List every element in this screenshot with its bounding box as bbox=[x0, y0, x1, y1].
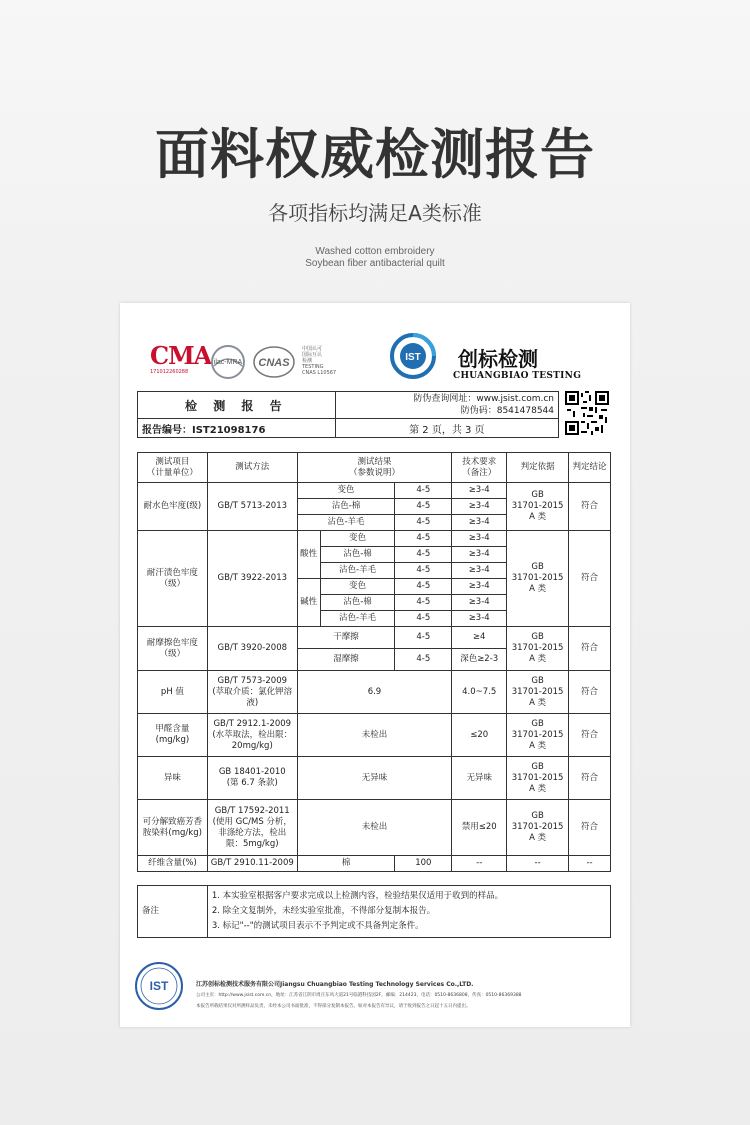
result-value: 4-5 bbox=[395, 611, 452, 627]
item-odor: 异味 bbox=[138, 757, 208, 800]
col-header-requirement: 技术要求 （备注） bbox=[452, 453, 507, 483]
table-header-row bbox=[138, 453, 611, 483]
table-row bbox=[138, 531, 611, 547]
table-row bbox=[138, 483, 611, 499]
note-1: 1. 本实验室根据客户要求完成以上检测内容，检验结果仅适用于收到的样品。 bbox=[211, 891, 504, 901]
requirement: ≥3-4 bbox=[452, 531, 507, 547]
item-ph: pH 值 bbox=[138, 671, 208, 714]
cnas-label: CNAS bbox=[258, 357, 290, 369]
conclusion-cell: 符合 bbox=[569, 757, 611, 800]
company-name-cn: 创标检测 bbox=[458, 347, 538, 371]
result-value: 4-5 bbox=[395, 547, 452, 563]
requirement: ≥3-4 bbox=[452, 515, 507, 531]
ist-company-logo bbox=[390, 333, 436, 379]
conclusion-cell: 符合 bbox=[569, 483, 611, 531]
conclusion-cell: 符合 bbox=[569, 671, 611, 714]
anti-fake-code: 防伪码：8541478544 bbox=[460, 406, 554, 416]
footer-company: 江苏创标检测技术服务有限公司Jiangsu Chuangbiao Testing Technology Services Co.,LTD. bbox=[196, 981, 474, 988]
result-value: 未检出 bbox=[297, 714, 452, 757]
page-title: 面料权威检测报告 bbox=[155, 123, 595, 186]
requirement: ≥3-4 bbox=[452, 611, 507, 627]
qr-code bbox=[565, 391, 609, 435]
certification-logos bbox=[150, 340, 337, 385]
conclusion-cell: 符合 bbox=[569, 714, 611, 757]
item-water-fastness: 耐水色牢度(级) bbox=[138, 483, 208, 531]
result-value: 无异味 bbox=[297, 757, 452, 800]
company-seal-icon bbox=[134, 961, 184, 1011]
result-value: 4-5 bbox=[395, 579, 452, 595]
ilac-mra-logo bbox=[209, 344, 247, 380]
note-2: 2. 除全文复制外，未经实验室批准，不得部分复制本报告。 bbox=[211, 906, 436, 916]
lookup-website: 防伪查询网址：www.jsist.com.cn bbox=[413, 394, 554, 404]
footer-contact: 公司主页：http://www.jsist.com.cn，地址：江苏省江阴市周庄东风大道21号临港科技园2F，邮编：214423，电话：0510-8636808，传真：0510-86369388 bbox=[196, 993, 522, 998]
result-label: 变色 bbox=[320, 531, 395, 547]
result-value: 4-5 bbox=[395, 531, 452, 547]
table-row bbox=[138, 671, 611, 714]
conclusion-cell: 符合 bbox=[569, 627, 611, 671]
result-value: 4-5 bbox=[395, 563, 452, 579]
conclusion-cell: -- bbox=[569, 856, 611, 872]
acid-label: 酸性 bbox=[297, 531, 320, 579]
method-ph: GB/T 7573-2009 (萃取介质：氯化钾溶 液) bbox=[207, 671, 297, 714]
notes-content bbox=[207, 886, 610, 938]
result-value: 4-5 bbox=[395, 649, 452, 671]
basis-cell: GB 31701-2015 A 类 bbox=[507, 671, 569, 714]
requirement: ≥3-4 bbox=[452, 499, 507, 515]
requirement: 4.0~7.5 bbox=[452, 671, 507, 714]
basis-cell: GB 31701-2015 A 类 bbox=[507, 627, 569, 671]
method-sweat-fastness: GB/T 3922-2013 bbox=[207, 531, 297, 627]
report-title: 检 测 报 告 bbox=[138, 392, 336, 419]
requirement: ≥4 bbox=[452, 627, 507, 649]
cma-number: 171012260288 bbox=[150, 369, 189, 375]
cma-logo bbox=[150, 341, 212, 376]
table-row bbox=[138, 800, 611, 856]
item-fiber-content: 纤维含量(%) bbox=[138, 856, 208, 872]
table-row bbox=[138, 627, 611, 649]
footer-disclaimer: 本报告所载结果仅对所测样品负责，未经本公司书面批准，不得部分复制本报告。如对本报告有异议，请于收到报告之日起十五日内提出。 bbox=[196, 1004, 471, 1009]
ilac-mra-label: ilac-MRA bbox=[213, 359, 243, 366]
report-number: 报告编号：IST21098176 bbox=[138, 419, 336, 438]
page-subtitle: 各项指标均满足A类标准 bbox=[268, 201, 482, 225]
note-3: 3. 标记"--"的测试项目表示不予判定或不具备判定条件。 bbox=[211, 921, 424, 931]
table-row bbox=[138, 757, 611, 800]
item-amine-dyes: 可分解致癌芳香 胺染料(mg/kg) bbox=[138, 800, 208, 856]
method-fiber-content: GB/T 2910.11-2009 bbox=[207, 856, 297, 872]
notes-label: 备注 bbox=[138, 886, 208, 938]
table-row bbox=[138, 714, 611, 757]
english-caption bbox=[0, 246, 750, 270]
report-lookup-info bbox=[335, 392, 558, 419]
method-amine-dyes: GB/T 17592-2011 (使用 GC/MS 分析， 非涤纶方法，检出 限：5mg/kg) bbox=[207, 800, 297, 856]
conclusion-cell: 符合 bbox=[569, 531, 611, 627]
basis-cell: GB 31701-2015 A 类 bbox=[507, 757, 569, 800]
result-label: 变色 bbox=[297, 483, 395, 499]
requirement: 禁用≤20 bbox=[452, 800, 507, 856]
result-value: 100 bbox=[395, 856, 452, 872]
result-value: 4-5 bbox=[395, 595, 452, 611]
cnas-note-line-3: 检测 bbox=[302, 358, 313, 364]
requirement: ≥3-4 bbox=[452, 547, 507, 563]
result-label: 棉 bbox=[297, 856, 395, 872]
result-label: 变色 bbox=[320, 579, 395, 595]
cnas-logo bbox=[252, 345, 296, 379]
result-label: 干摩擦 bbox=[297, 627, 395, 649]
result-value: 4-5 bbox=[395, 627, 452, 649]
ist-logo-label: IST bbox=[405, 352, 421, 363]
basis-cell: GB 31701-2015 A 类 bbox=[507, 483, 569, 531]
result-label: 沾色-羊毛 bbox=[320, 563, 395, 579]
result-label: 沾色-羊毛 bbox=[297, 515, 395, 531]
result-value: 4-5 bbox=[395, 483, 452, 499]
method-formaldehyde: GB/T 2912.1-2009 (水萃取法，检出限： 20mg/kg) bbox=[207, 714, 297, 757]
cnas-note bbox=[302, 346, 342, 376]
requirement: ≥3-4 bbox=[452, 483, 507, 499]
company-name-en: CHUANGBIAO TESTING bbox=[453, 371, 582, 381]
col-header-item: 测试项目 （计量单位） bbox=[138, 453, 208, 483]
basis-cell: -- bbox=[507, 856, 569, 872]
item-formaldehyde: 甲醛含量 (mg/kg) bbox=[138, 714, 208, 757]
basis-cell: GB 31701-2015 A 类 bbox=[507, 714, 569, 757]
requirement: ≥3-4 bbox=[452, 563, 507, 579]
result-value: 6.9 bbox=[297, 671, 452, 714]
english-caption-line-1: Washed cotton embroidery bbox=[315, 246, 435, 257]
cnas-note-line-4: TESTING bbox=[302, 364, 324, 370]
col-header-method: 测试方法 bbox=[207, 453, 297, 483]
alkali-label: 碱性 bbox=[297, 579, 320, 627]
test-results-table bbox=[137, 452, 611, 938]
result-label: 沾色-棉 bbox=[320, 547, 395, 563]
basis-cell: GB 31701-2015 A 类 bbox=[507, 800, 569, 856]
cnas-note-line-2: 国际互认 bbox=[302, 352, 323, 358]
requirement: ≤20 bbox=[452, 714, 507, 757]
requirement: ≥3-4 bbox=[452, 579, 507, 595]
result-label: 湿摩擦 bbox=[297, 649, 395, 671]
requirement: 无异味 bbox=[452, 757, 507, 800]
col-header-result: 测试结果 （参数说明） bbox=[297, 453, 452, 483]
english-caption-line-2: Soybean fiber antibacterial quilt bbox=[305, 258, 445, 269]
result-label: 沾色-棉 bbox=[320, 595, 395, 611]
cnas-note-line-1: 中国认可 bbox=[302, 346, 323, 352]
result-value: 未检出 bbox=[297, 800, 452, 856]
method-water-fastness: GB/T 5713-2013 bbox=[207, 483, 297, 531]
report-footer bbox=[134, 961, 614, 1015]
item-rub-fastness: 耐摩擦色牢度 （级） bbox=[138, 627, 208, 671]
page-indicator: 第 2 页，共 3 页 bbox=[335, 419, 558, 438]
cnas-note-line-5: CNAS L10567 bbox=[302, 370, 337, 376]
cma-logo-text: CMA bbox=[150, 341, 212, 370]
requirement: ≥3-4 bbox=[452, 595, 507, 611]
test-report-document bbox=[120, 303, 630, 1027]
conclusion-cell: 符合 bbox=[569, 800, 611, 856]
result-label: 沾色-棉 bbox=[297, 499, 395, 515]
spacer-cell bbox=[138, 872, 611, 886]
table-spacer-row bbox=[138, 872, 611, 886]
result-label: 沾色-羊毛 bbox=[320, 611, 395, 627]
col-header-conclusion: 判定结论 bbox=[569, 453, 611, 483]
requirement: -- bbox=[452, 856, 507, 872]
result-value: 4-5 bbox=[395, 499, 452, 515]
basis-cell: GB 31701-2015 A 类 bbox=[507, 531, 569, 627]
requirement: 深色≥2-3 bbox=[452, 649, 507, 671]
result-value: 4-5 bbox=[395, 515, 452, 531]
notes-row bbox=[138, 886, 611, 938]
report-header-table bbox=[137, 391, 559, 438]
seal-label: IST bbox=[149, 979, 169, 993]
method-rub-fastness: GB/T 3920-2008 bbox=[207, 627, 297, 671]
col-header-basis: 判定依据 bbox=[507, 453, 569, 483]
item-sweat-fastness: 耐汗渍色牢度 （级） bbox=[138, 531, 208, 627]
table-row bbox=[138, 856, 611, 872]
method-odor: GB 18401-2010 (第 6.7 条款) bbox=[207, 757, 297, 800]
